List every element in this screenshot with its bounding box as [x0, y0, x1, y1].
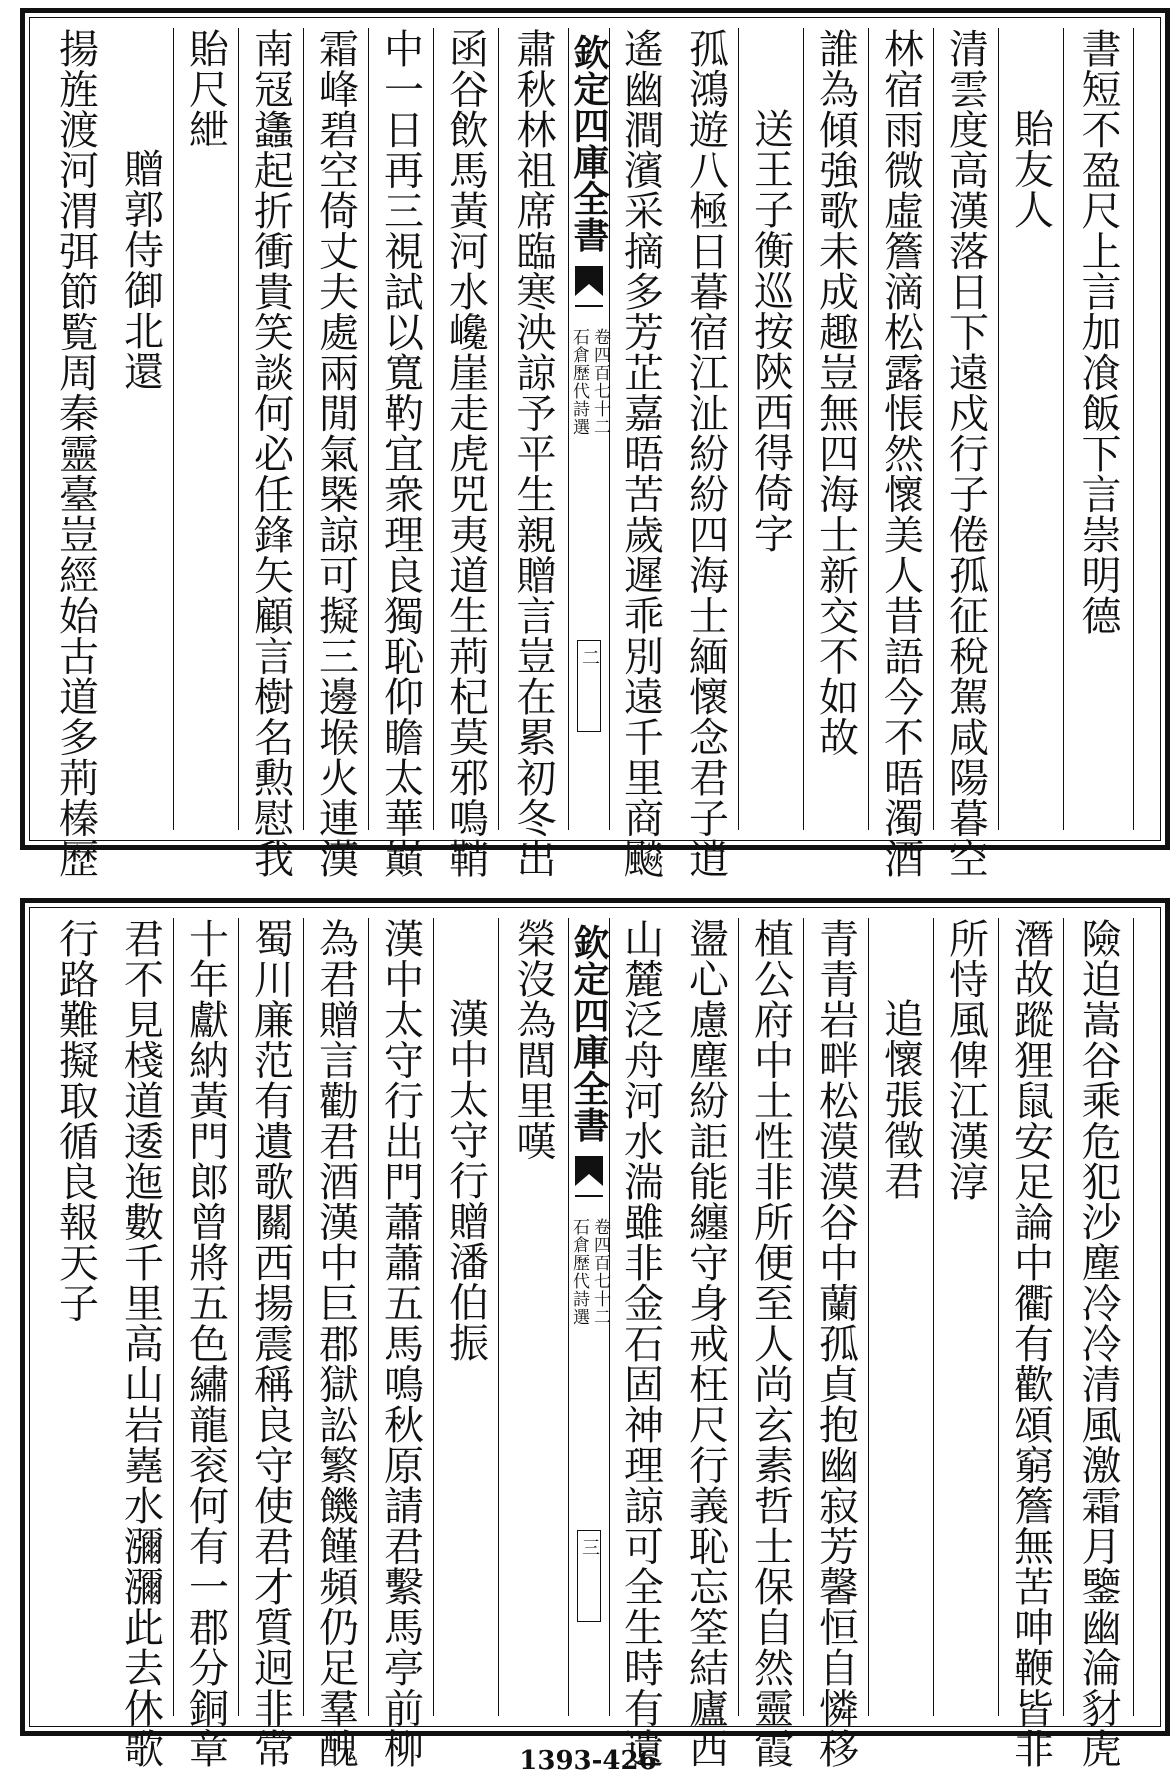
poem-title: 漢中太守行贈潘伯振 [442, 998, 489, 1363]
text-column [108, 28, 174, 830]
text-column [433, 918, 499, 1716]
text-column [998, 918, 1064, 1769]
text-column [738, 918, 804, 1769]
text-column [238, 918, 304, 1769]
volume-info [569, 328, 609, 436]
book-title: 欽定四庫全書 [568, 924, 610, 1143]
text-column [43, 28, 108, 879]
volume-number: 卷四百七十二 [590, 328, 610, 436]
poem-title: 送王子衡巡按陝西得倚字 [747, 108, 794, 554]
column-text: 書短不盈尺上言加飡飯下言崇明德 [1075, 28, 1121, 636]
column-text: 遙幽澗濱采摘多芳芷嘉晤苦歲遲乖別遠千里商飈 [617, 28, 664, 879]
column-text: 十年獻納黃門郎曾將五色繡龍衮何有一郡分銅章 [182, 918, 229, 1769]
text-column [433, 28, 499, 879]
text-column [43, 918, 108, 1716]
text-column [868, 28, 934, 879]
column-text: 植公府中土性非所便至人尚玄素哲士保自然靈霞 [747, 918, 794, 1769]
column-text: 蜀川廉范有遺歌關西揚震稱良守使君才質迥非常 [247, 918, 294, 1769]
text-column [673, 918, 739, 1769]
page-code: 1393-426 [519, 1746, 657, 1776]
text-column [933, 918, 999, 1716]
text-column [173, 28, 239, 830]
column-text: 所恃風俾江漢淳 [942, 918, 989, 1202]
volume-number: 卷四百七十二 [590, 1218, 610, 1326]
fish-tail-mark [575, 1156, 603, 1200]
text-column [238, 28, 304, 879]
text-column [868, 918, 934, 1716]
text-column [998, 28, 1064, 830]
text-column [803, 918, 869, 1769]
column-text: 貽尺紲 [182, 28, 229, 150]
text-column [173, 918, 239, 1769]
column-text: 潛故蹤狸鼠安足論中衢有歡頌窮簷無苦呻鞭皆非 [1007, 918, 1054, 1769]
column-text: 山麓泛舟河水湍雖非金石固神理諒可全生時有遺 [617, 918, 664, 1769]
text-column [498, 918, 569, 1716]
column-text: 漢中太守行出門蕭蕭五馬鳴秋原請君繫馬亭前柳 [377, 918, 424, 1769]
text-column [303, 918, 369, 1769]
column-text: 盪心慮塵紛詎能纏守身戒枉尺行義恥忘筌結廬西 [682, 918, 729, 1769]
book-title: 欽定四庫全書 [568, 34, 610, 253]
volume-info [569, 1218, 609, 1326]
text-column [738, 28, 804, 830]
column-text: 青青岩畔松漠漠谷中蘭孤貞抱幽寂芳馨恒自憐移 [812, 918, 859, 1769]
column-text: 為君贈言勸君酒漢中巨郡獄訟繁饑饉頻仍足羣醜 [312, 918, 359, 1769]
text-column [498, 28, 569, 879]
banner-column [568, 918, 610, 1716]
column-text: 霜峰碧空倚丈夫處兩閒氣槩諒可擬三邊堠火連漢 [312, 28, 359, 879]
column-text: 君不見棧道逶迤數千里高山岩嶤水瀰瀰此去休歌 [117, 918, 164, 1769]
column-text: 清雲度高漢落日下遠戍行子倦孤征稅駕咸陽暮空 [942, 28, 989, 879]
column-text: 中一日再三視試以寬靮宜衆理良獨恥仰瞻太華巔 [377, 28, 424, 879]
column-text: 函谷飲馬黃河水巉崖走虎兕夷道生荊杞莫邪鳴鞘 [442, 28, 489, 879]
column-text: 肅秋林祖席臨寒泱諒予平生親贈言豈在累初冬出 [510, 28, 556, 879]
text-column [608, 918, 673, 1769]
poem-title: 追懷張徵君 [877, 998, 924, 1201]
column-text: 南冦蠭起折衝貴笑談何必任鋒矢顧言樹名勲慰我 [247, 28, 294, 879]
text-column [933, 28, 999, 879]
text-column [108, 918, 174, 1769]
text-column [608, 28, 673, 879]
anthology-name: 石倉歷代詩選 [569, 328, 589, 436]
column-text: 險迫嵩谷乘危犯沙塵冷冷清風激霜月鑒幽淪豺虎 [1075, 918, 1121, 1769]
column-text: 揚旌渡河渭弭節覧周秦靈臺豈經始古道多荊榛歷 [52, 28, 99, 879]
column-text: 榮沒為閭里嘆 [510, 918, 556, 1161]
column-text: 林宿雨微虛簷滴松露悵然懷美人昔語今不晤濁酒 [877, 28, 924, 879]
page-number: 二 [579, 648, 600, 667]
text-column [368, 918, 434, 1769]
page-number: 三 [579, 1538, 600, 1557]
anthology-name: 石倉歷代詩選 [569, 1218, 589, 1326]
text-column [1063, 918, 1134, 1769]
poem-title: 貽友人 [1007, 108, 1054, 230]
text-column [368, 28, 434, 879]
banner-column [568, 28, 610, 830]
text-column [803, 28, 869, 830]
poem-title: 贈郭侍御北還 [117, 148, 164, 391]
text-column [1063, 28, 1134, 830]
column-text: 行路難擬取循良報天子 [52, 918, 99, 1323]
column-text: 誰為傾強歌未成趣豈無四海士新交不如故 [812, 28, 859, 757]
fish-tail-mark [575, 266, 603, 310]
page-inner-border [29, 17, 1161, 879]
text-column [673, 28, 739, 879]
text-column [303, 28, 369, 879]
document-page-top [20, 8, 1170, 879]
column-text: 孤鴻遊八極日暮宿江沚紛紛四海士緬懷念君子逍 [682, 28, 729, 879]
